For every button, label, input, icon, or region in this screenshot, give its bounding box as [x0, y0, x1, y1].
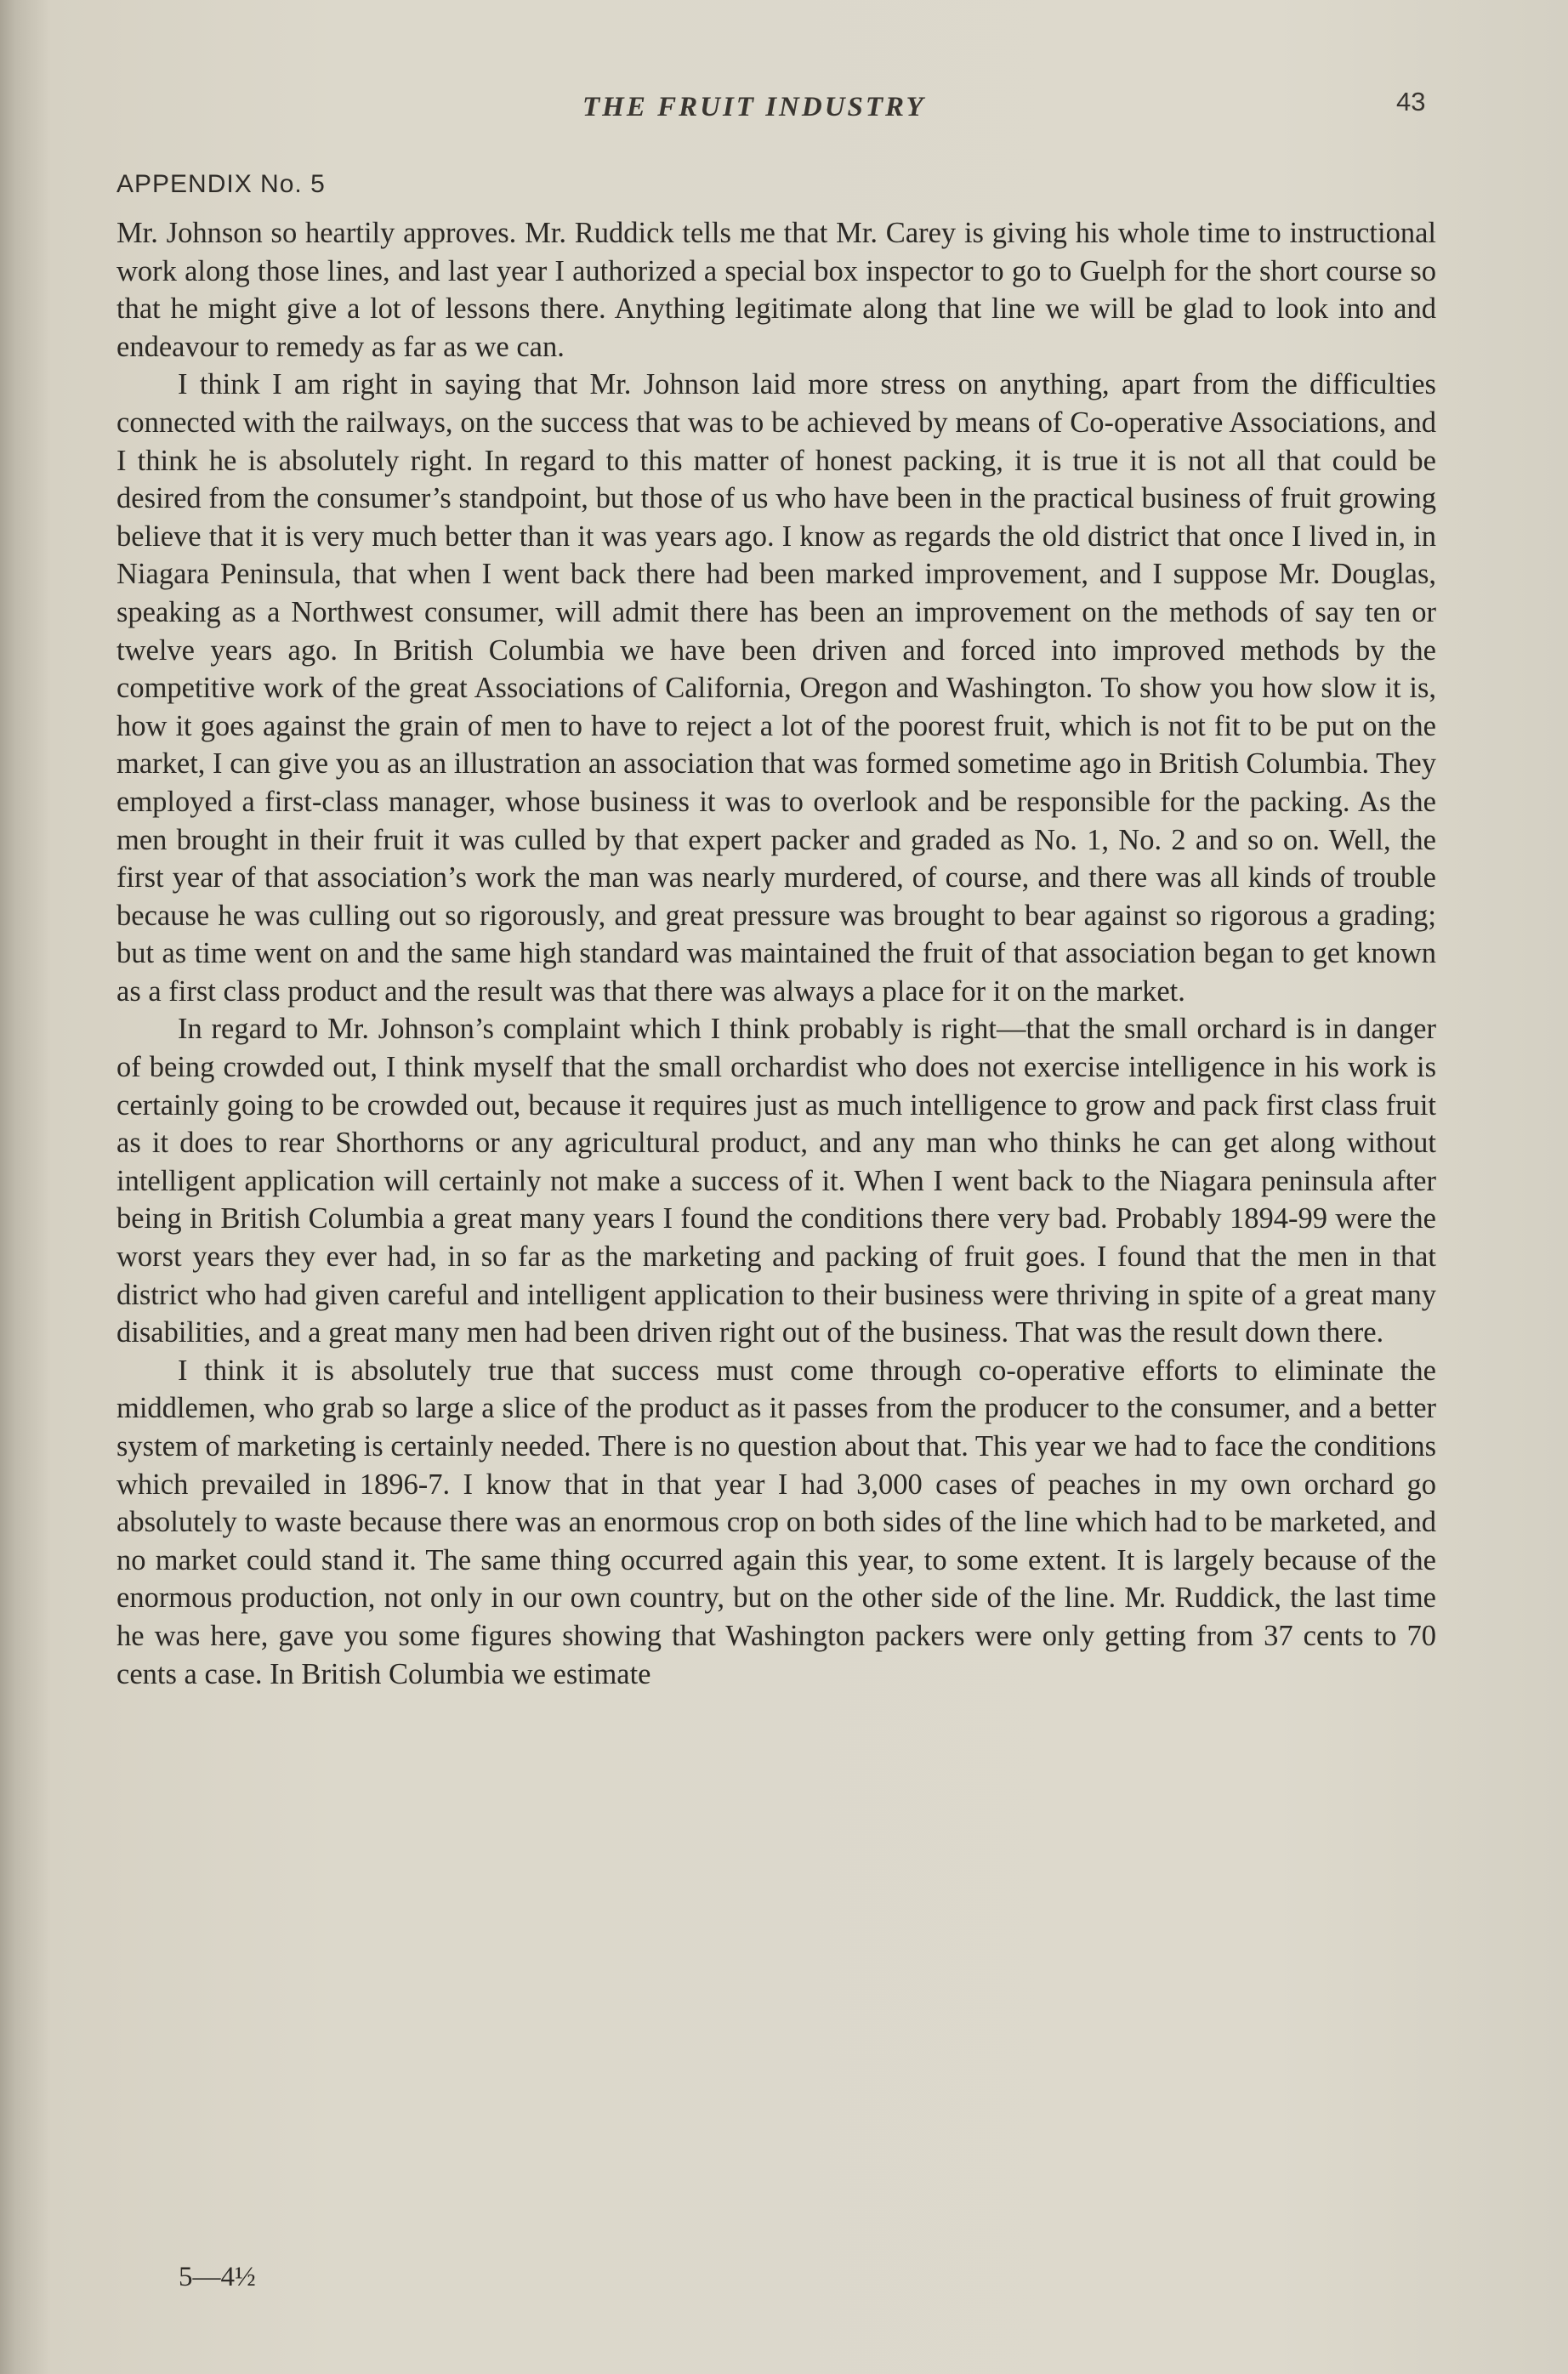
- appendix-label: APPENDIX No. 5: [116, 170, 326, 198]
- paragraph-4: I think it is absolutely true that success must come through co-operative efforts to eliminate the middlemen, who grab so large a slice of the product as it passes from the producer to the consumer, and a better system of marketing is certainly needed. There is no question about that. This year we had to face the conditions which prevailed in 1896-7. I know that in that year I had 3,000 cases of peaches in my own orchard go absolutely to waste because there was an enormous crop on both sides of the line which had to be marketed, and no market could stand it. The same thing occurred again this year, to some extent. It is largely because of the enormous production, not only in our own country, but on the other side of the line. Mr. Ruddick, the last time he was here, gave you some figures showing that Washington packers were only getting from 37 cents to 70 cents a case. In British Columbia we estimate: [116, 1354, 1436, 1690]
- page-number: 43: [1396, 87, 1426, 116]
- paragraph-2: I think I am right in saying that Mr. Johnson laid more stress on anything, apart from the difficulties connected with the railways, on the success that was to be achieved by means of Co-operative Associations, and I think he is absolutely right. In regard to this matter of honest packing, it is true it is not all that could be desired from the consumer’s standpoint, but those of us who have been in the practical business of fruit growing believe that it is very much better than it was years ago. I know as regards the old district that once I lived in, in Niagara Peninsula, that when I went back there had been marked improvement, and I suppose Mr. Douglas, speaking as a Northwest consumer, will admit there has been an improvement on the methods of say ten or twelve years ago. In British Columbia we have been driven and forced into improved methods by the competitive work of the great Associations of California, Oregon and Washington. To show you how slow it is, how it goes against the grain of men to have to reject a lot of the poorest fruit, which is not fit to be put on the market, I can give you as an illustration an association that was formed sometime ago in British Columbia. They employed a first-class manager, whose business it was to overlook and be responsible for the packing. As the men brought in their fruit it was culled by that expert packer and graded as No. 1, No. 2 and so on. Well, the first year of that association’s work the man was nearly murdered, of course, and there was all kinds of trouble because he was culling out so rigorously, and great pressure was brought to bear against so rigorous a grading; but as time went on and the same high standard was maintained the fruit of that association began to get known as a first class product and the result was that there was always a place for it on the market.: [116, 368, 1436, 1008]
- page-header: [0, 85, 1568, 136]
- body-text: [116, 214, 1436, 1693]
- paragraph-1: Mr. Johnson so heartily approves. Mr. Ruddick tells me that Mr. Carey is giving his whole time to instructional work along those lines, and last year I authorized a special box inspector to go to Guelph for the short course so that he might give a lot of lessons there. Anything legitimate along that line we will be glad to look into and endeavour to remedy as far as we can.: [116, 217, 1436, 363]
- signature-mark: 5—4½: [179, 2262, 256, 2292]
- paragraph-3: In regard to Mr. Johnson’s complaint which I think probably is right—that the small orchard is in danger of being crowded out, I think myself that the small orchardist who does not exercise intelligence in his work is certainly going to be crowded out, because it requires just as much intelligence to grow and pack first class fruit as it does to rear Shorthorns or any agricultural product, and any man who thinks he can get along without intelligent application will certainly not make a success of it. When I went back to the Niagara peninsula after being in British Columbia a great many years I found the conditions there very bad. Probably 1894-99 were the worst years they ever had, in so far as the marketing and packing of fruit goes. I found that the men in that district who had given careful and intelligent application to their business were thriving in spite of a great many disabilities, and a great many men had been driven right out of the business. That was the result down there.: [116, 1013, 1436, 1349]
- running-title: THE FRUIT INDUSTRY: [582, 92, 926, 122]
